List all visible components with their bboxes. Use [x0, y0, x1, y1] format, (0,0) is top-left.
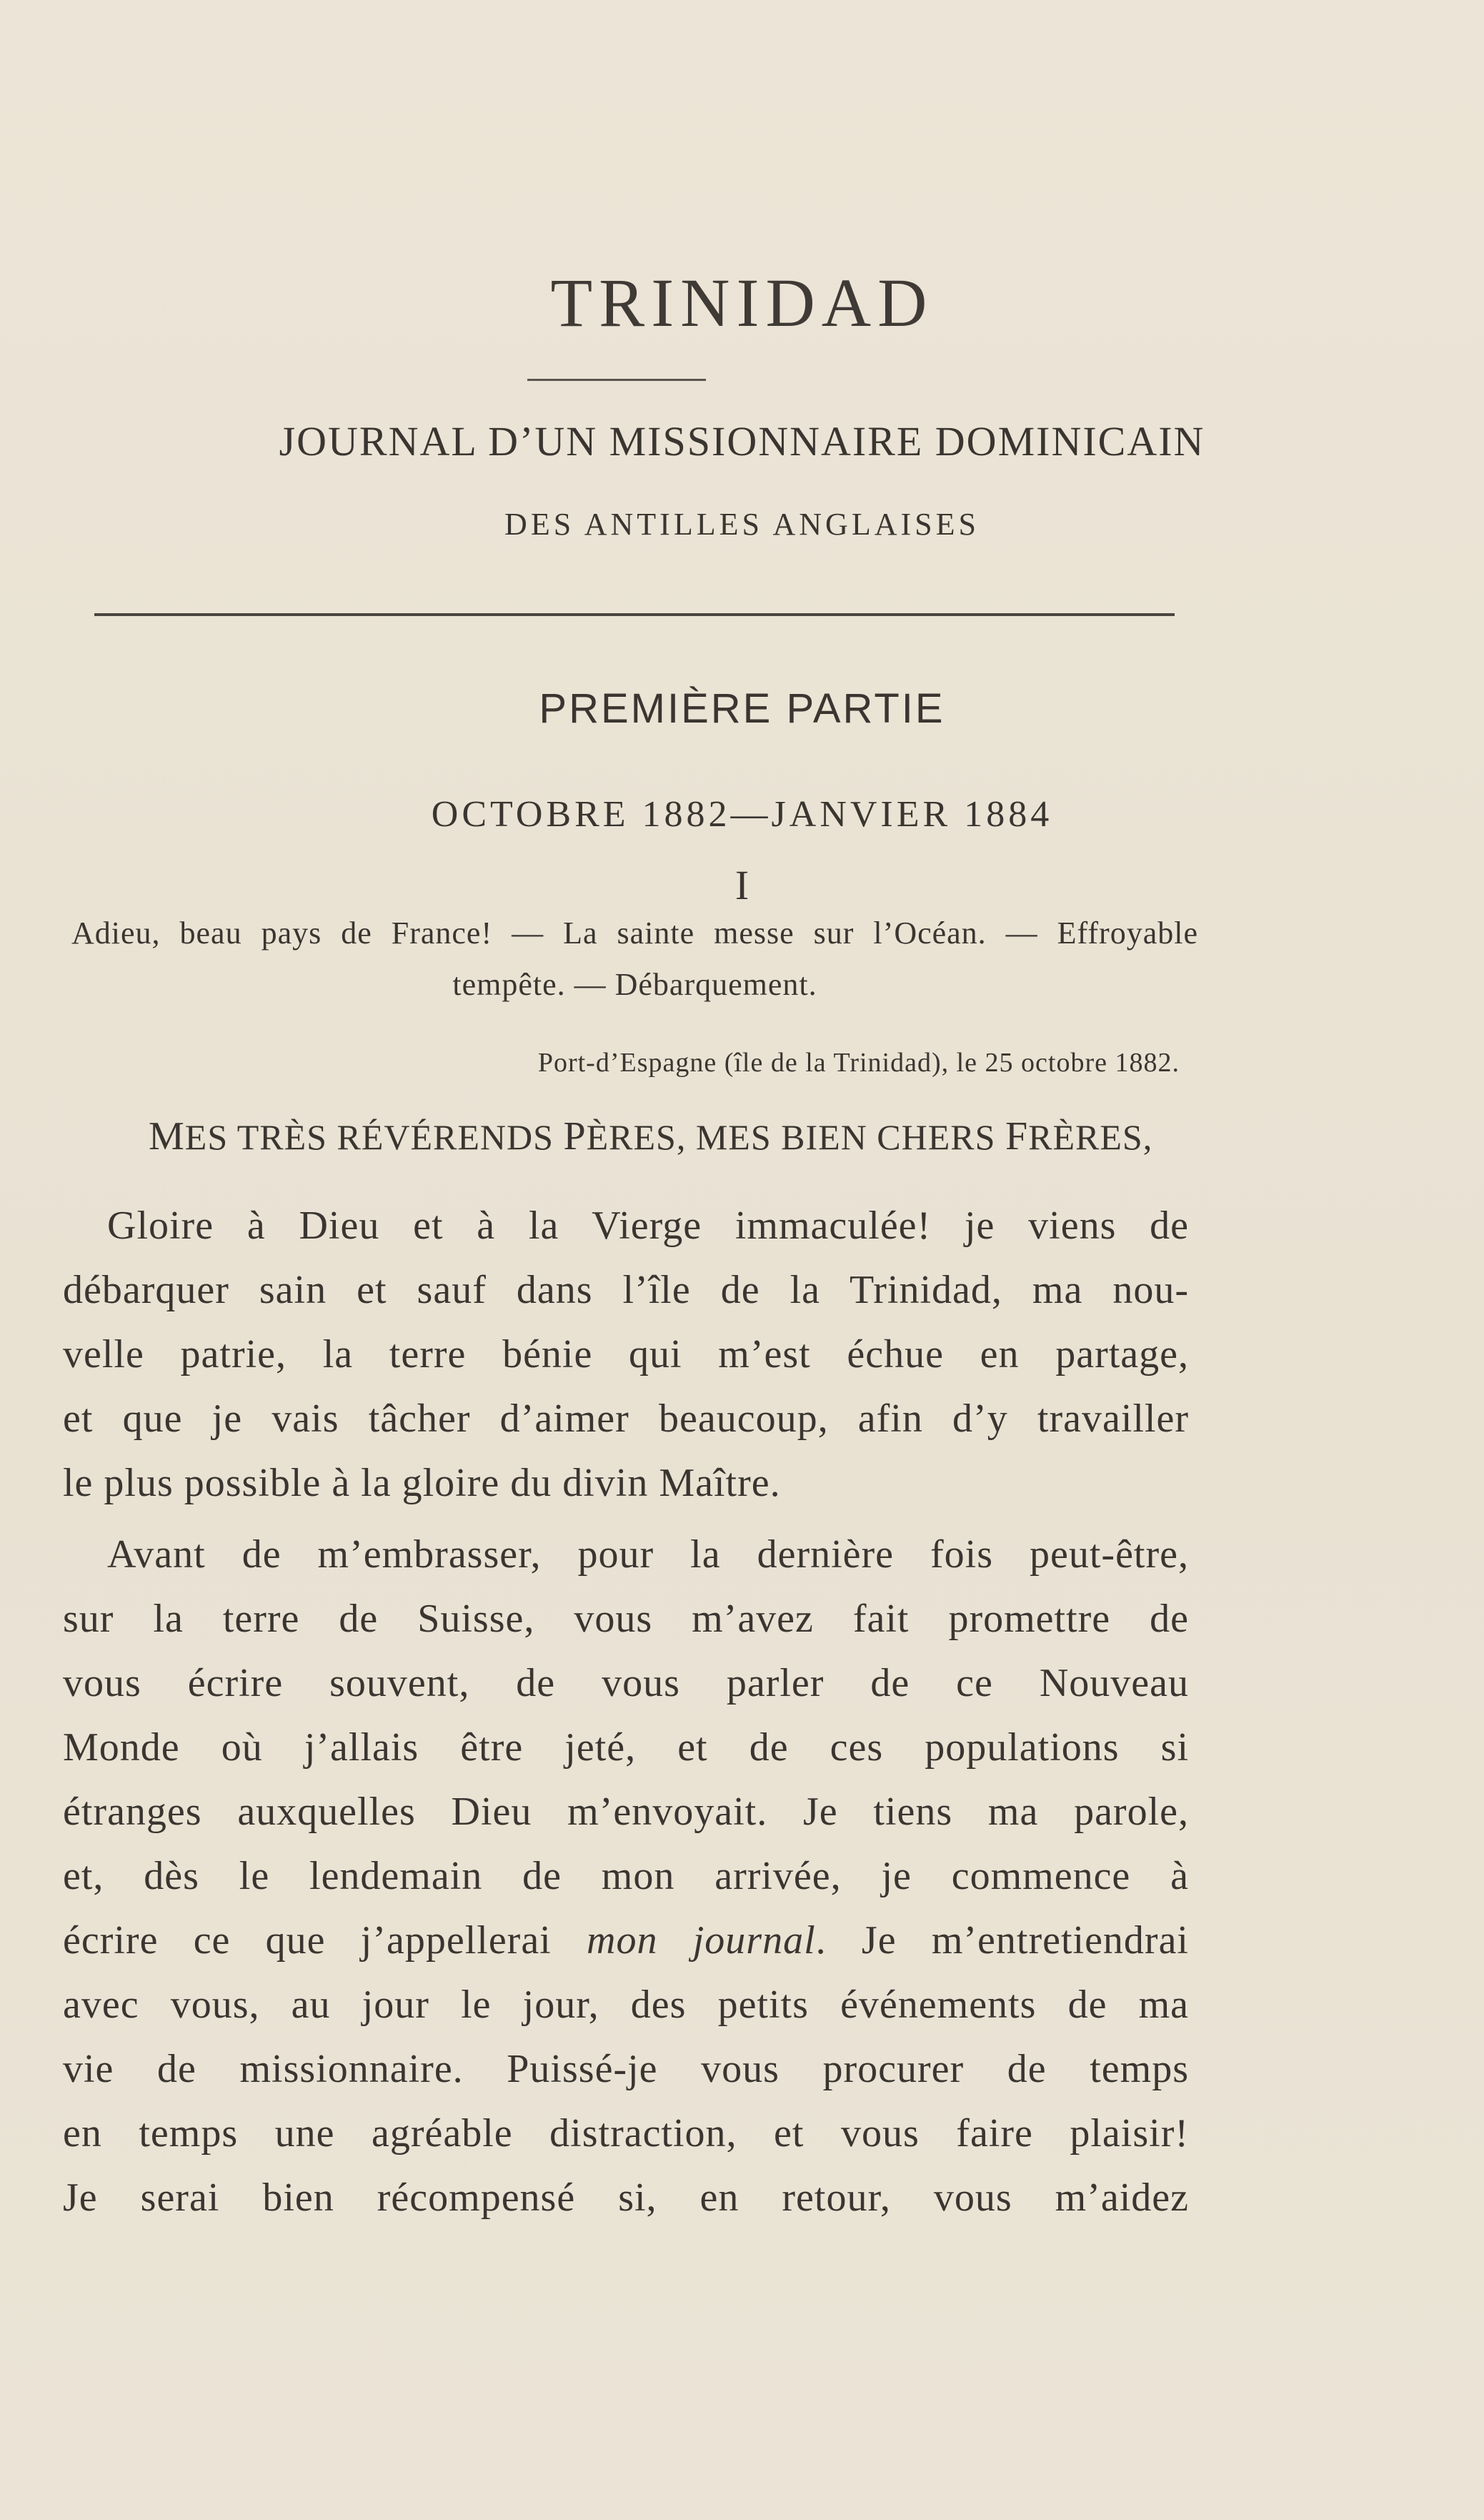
- italic-title: mon journal: [587, 1918, 816, 1963]
- chapter-number: I: [734, 862, 750, 908]
- part-dates: OCTOBRE 1882—JANVIER 1884: [431, 794, 1053, 835]
- body-line: et, dès le lendemain de mon arrivée, je commence à: [63, 1854, 1189, 1898]
- chapter-summary-line: Adieu, beau pays de France! — La sainte messe sur l’Océan. — Effroyable: [71, 916, 1198, 951]
- body-line: vie de missionnaire. Puissé-je vous procurer de temps: [63, 2047, 1189, 2091]
- body-line: Monde où j’allais être jeté, et de ces populations si: [63, 1725, 1189, 1770]
- body-line: sur la terre de Suisse, vous m’avez fait promettre de: [63, 1597, 1189, 1641]
- salutation-capital: P: [563, 1114, 587, 1159]
- book-subtitle: JOURNAL D’UN MISSIONNAIRE DOMINICAIN: [279, 418, 1205, 465]
- body-line: vous écrire souvent, de vous parler de ce Nouveau: [63, 1661, 1189, 1705]
- chapter-summary-line: tempête. — Débarquement.: [452, 967, 817, 1002]
- letter-body: [63, 1194, 1189, 2230]
- body-line: Gloire à Dieu et à la Vierge immaculée! je viens de: [107, 1204, 1189, 1248]
- body-line: débarquer sain et sauf dans l’île de la Trinidad, ma nou-: [63, 1268, 1189, 1312]
- book-title: TRINIDAD: [550, 264, 934, 341]
- salutation-capital: F: [1005, 1114, 1029, 1159]
- book-subtitle-secondary: DES ANTILLES ANGLAISES: [504, 507, 980, 542]
- body-line: et que je vais tâcher d’aimer beaucoup, afin d’y travailler: [63, 1397, 1189, 1441]
- body-line: Avant de m’embrasser, pour la dernière fois peut-être,: [107, 1532, 1189, 1577]
- body-line: le plus possible à la gloire du divin Maître.: [63, 1461, 781, 1505]
- body-line: velle patrie, la terre bénie qui m’est échue en partage,: [63, 1332, 1189, 1376]
- body-line: avec vous, au jour le jour, des petits événements de ma: [63, 1983, 1189, 2027]
- letter-salutation: [149, 1113, 1152, 1159]
- title-divider: [527, 379, 706, 381]
- salutation-text: RÈRES,: [1028, 1117, 1153, 1157]
- salutation-text: ES TRÈS RÉVÉRENDS: [184, 1117, 564, 1157]
- body-line: étranges auxquelles Dieu m’envoyait. Je tiens ma parole,: [63, 1790, 1189, 1834]
- chapter-summary: [71, 908, 1198, 1011]
- salutation-capital: M: [149, 1114, 185, 1159]
- body-text-segment: écrire ce que j’appellerai: [63, 1918, 587, 1963]
- salutation-text: ÈRES, MES BIEN CHERS: [586, 1117, 1005, 1157]
- body-line: [63, 1908, 1189, 1973]
- body-text-segment: . Je m’entretiendrai: [815, 1918, 1189, 1963]
- body-line: Je serai bien récompensé si, en retour, vous m’aidez: [63, 2176, 1189, 2220]
- letter-place-date: Port-d’Espagne (île de la Trinidad), le 25 octobre 1882.: [537, 1048, 1180, 1078]
- body-line: en temps une agréable distraction, et vous faire plaisir!: [63, 2111, 1189, 2156]
- part-heading: PREMIÈRE PARTIE: [539, 685, 945, 732]
- section-divider: [94, 613, 1175, 616]
